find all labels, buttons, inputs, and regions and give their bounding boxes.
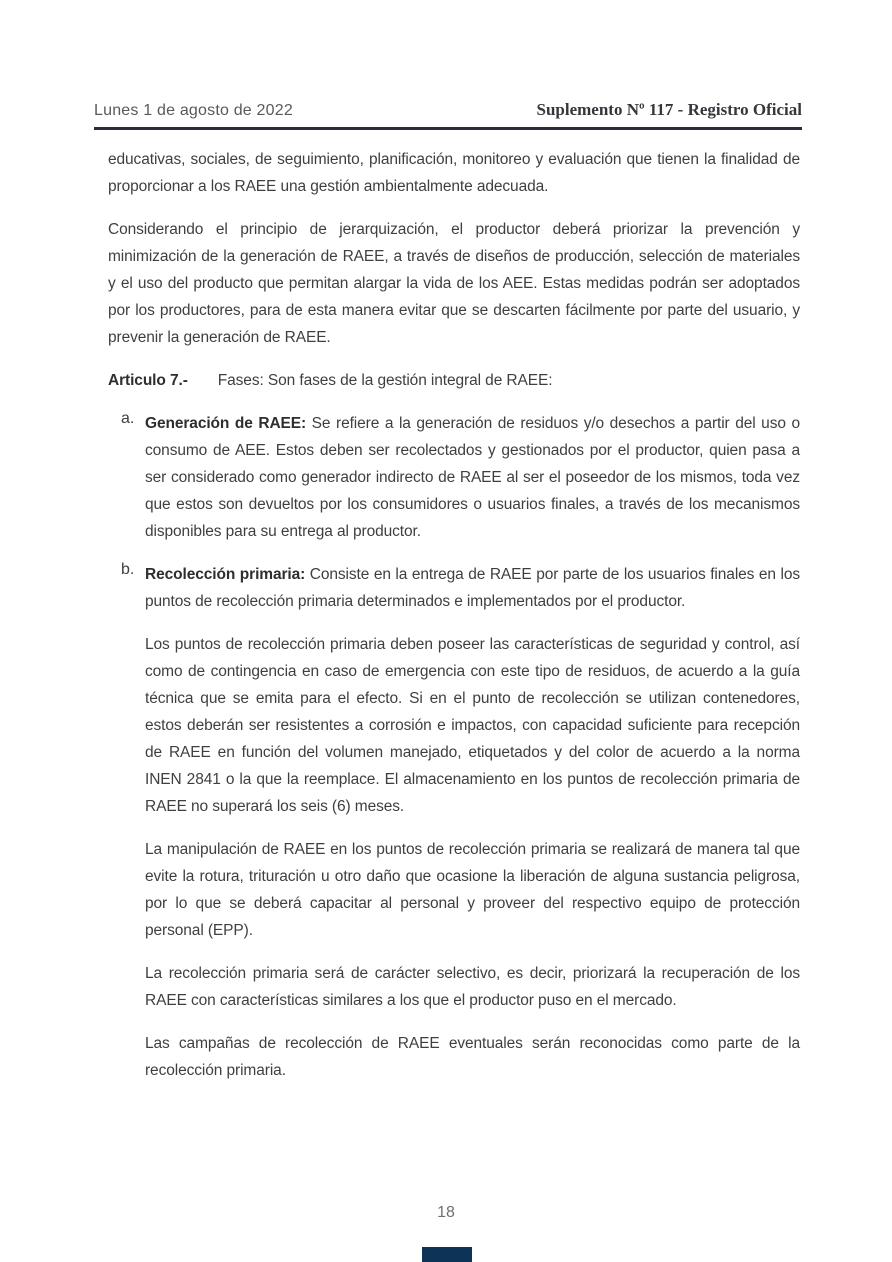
list-item-a-text: [145, 410, 800, 545]
document-body: [108, 146, 800, 1100]
list-marker-a: a.: [121, 410, 135, 427]
list-item-b: [108, 561, 800, 615]
subparagraph-1: Los puntos de recolección primaria deben poseer las características de seguridad y control, así como de contingencia en caso de emergencia con este tipo de residuos, de acuerdo a la guía técnica que se emita para el efecto. Si en el punto de recolección se utilizan contenedores, estos deberán ser resistentes a corrosión e impactos, con capacidad suficiente para recepción de RAEE en función del volumen manejado, etiquetados y del color de acuerdo a la norma INEN 2841 o la que la reemplace. El almacenamiento en los puntos de recolección primaria de RAEE no superará los seis (6) meses.: [145, 636, 800, 815]
intro-paragraph-2: Considerando el principio de jerarquización, el productor deberá priorizar la prevención y minimización de la generación de RAEE, a través de diseños de producción, selección de materiales y el uso del producto que permitan alargar la vida de los AEE. Estas medidas podrán ser adoptados por los productores, para de esta manera evitar que se descarten fácilmente por parte del usuario, y prevenir la generación de RAEE.: [108, 221, 800, 346]
page-number: 18: [437, 1204, 455, 1221]
header-date: Lunes 1 de agosto de 2022: [94, 102, 293, 119]
page-header: [94, 100, 802, 130]
article-heading-line: [108, 367, 800, 394]
article-text: Fases: Son fases de la gestión integral de RAEE:: [217, 372, 553, 389]
list-item-b-term: Recolección primaria:: [145, 566, 306, 583]
header-publication: Suplemento Nº 117 - Registro Oficial: [536, 100, 802, 119]
subparagraph-4: Las campañas de recolección de RAEE eventuales serán reconocidas como parte de la recolección primaria.: [145, 1035, 800, 1079]
intro-paragraph-1: educativas, sociales, de seguimiento, planificación, monitoreo y evaluación que tienen la finalidad de proporcionar a los RAEE una gestión ambientalmente adecuada.: [108, 151, 800, 195]
article-label: Articulo 7.-: [108, 372, 188, 389]
list-marker-b: b.: [121, 561, 135, 578]
list-item-a: [108, 410, 800, 545]
subparagraph-2: La manipulación de RAEE en los puntos de recolección primaria se realizará de manera tal que evite la rotura, trituración u otro daño que ocasione la liberación de alguna sustancia peligrosa, por lo que se deberá capacitar al personal y proveer del respectivo equipo de protección personal (EPP).: [145, 841, 800, 939]
subparagraph-3: La recolección primaria será de carácter selectivo, es decir, priorizará la recuperación de los RAEE con características similares a los que el productor puso en el mercado.: [145, 965, 800, 1009]
list-item-b-body: Consiste en la entrega de RAEE por parte de los usuarios finales en los puntos de recolección primaria determinados e implementados por el productor.: [145, 566, 800, 610]
list-item-a-term: Generación de RAEE:: [145, 415, 307, 432]
footer-accent-bar: [422, 1247, 472, 1262]
list-item-b-text: [145, 561, 800, 615]
list-item-a-body: Se refiere a la generación de residuos y/o desechos a partir del uso o consumo de AEE. Estos deben ser recolectados y gestionados por el productor, quien pasa a ser considerado como generador indirecto de RAEE al ser el poseedor de los mismos, toda vez que estos son devueltos por los consumidores o usuarios finales, a través de los mecanismos disponibles para su entrega al productor.: [145, 415, 800, 540]
